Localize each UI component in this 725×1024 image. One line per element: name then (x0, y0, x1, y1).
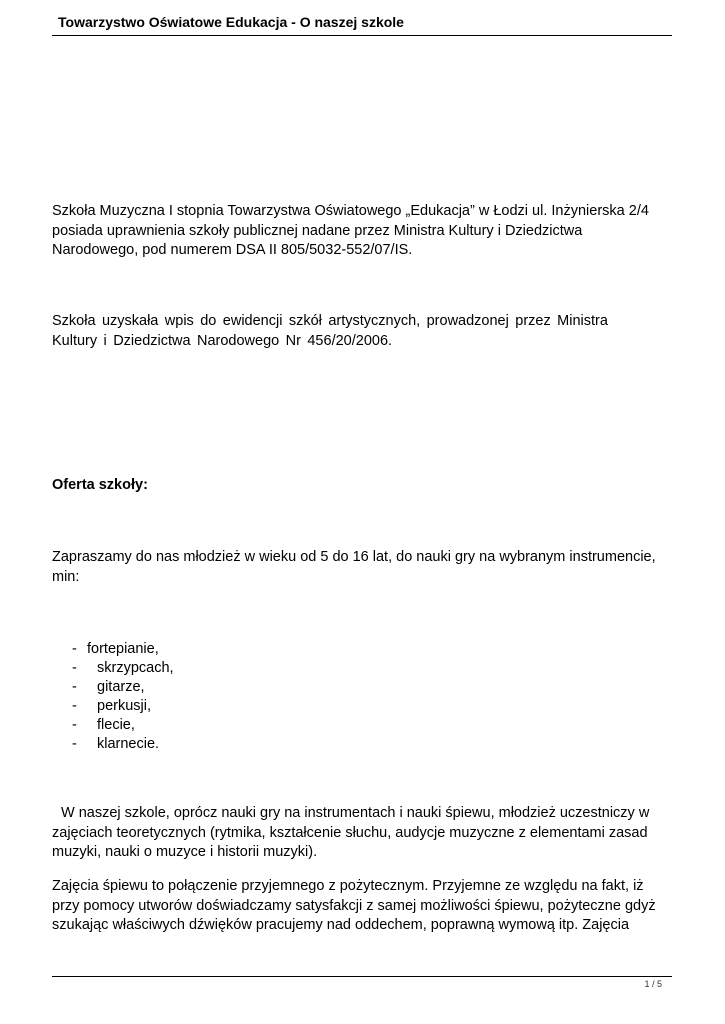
list-item-text: perkusji, (97, 698, 151, 714)
page-number: 1 / 5 (644, 979, 662, 989)
invitation-line: Zapraszamy do nas młodzież w wieku od 5 do 16 lat, do nauki gry na wybranym instrumencie, (52, 549, 656, 565)
theory-paragraph (52, 804, 674, 863)
singing-paragraph (52, 877, 674, 936)
registration-line: Szkoła uzyskała wpis do ewidencji szkół artystycznych, prowadzonej przez Ministra (52, 313, 608, 329)
offer-heading: Oferta szkoły: (52, 477, 148, 493)
theory-line: zajęciach teoretycznych (rytmika, kształcenie słuchu, audycje muzyczne z elementami zasad (52, 824, 648, 841)
intro-line: Szkoła Muzyczna I stopnia Towarzystwa Oświatowego „Edukacja” w Łodzi ul. Inżynierska 2/4 (52, 203, 649, 219)
list-item (52, 697, 452, 716)
list-item (52, 659, 452, 678)
list-bullet: - (72, 660, 77, 676)
list-bullet: - (72, 679, 77, 695)
instrument-list (52, 640, 452, 754)
list-item (52, 678, 452, 697)
singing-line: Zajęcia śpiewu to połączenie przyjemnego z pożytecznym. Przyjemne ze względu na fakt, iż (52, 878, 644, 894)
registration-paragraph (52, 312, 674, 351)
list-bullet: - (72, 736, 77, 752)
header-divider (52, 35, 672, 36)
list-item-text: flecie, (97, 717, 135, 733)
list-item-text: gitarze, (97, 679, 145, 695)
theory-line: W naszej szkole, oprócz nauki gry na instrumentach i nauki śpiewu, młodzież uczestniczy w (61, 805, 650, 821)
list-item-text: klarnecie. (97, 736, 160, 752)
theory-line: muzyki, nauki o muzyce i historii muzyki). (52, 844, 318, 860)
footer-divider (52, 976, 672, 977)
intro-line: Narodowego, pod numerem DSA II 805/5032-552/07/IS. (52, 242, 413, 258)
list-item (52, 735, 452, 754)
list-bullet: - (72, 717, 77, 733)
registration-line: Kultury i Dziedzictwa Narodowego Nr 456/20/2006. (52, 332, 393, 349)
intro-paragraph (52, 202, 674, 261)
singing-line: szukając właściwych dźwięków pracujemy nad oddechem, poprawną wymową itp. Zajęcia (52, 917, 630, 933)
list-bullet: - (72, 641, 77, 657)
list-item-text: fortepianie, (87, 641, 159, 657)
page-header-title: Towarzystwo Oświatowe Edukacja - O naszej szkole (58, 14, 404, 30)
list-item (52, 640, 452, 659)
list-item-text: skrzypcach, (97, 660, 174, 676)
invitation-line: min: (52, 568, 80, 585)
intro-line: posiada uprawnienia szkoły publicznej nadane przez Ministra Kultury i Dziedzictwa (52, 222, 583, 239)
singing-line: przy pomocy utworów doświadczamy satysfakcji z samej możliwości śpiewu, pożyteczne gdyż (52, 897, 656, 914)
list-bullet: - (72, 698, 77, 714)
invitation-paragraph (52, 548, 674, 587)
list-item (52, 716, 452, 735)
